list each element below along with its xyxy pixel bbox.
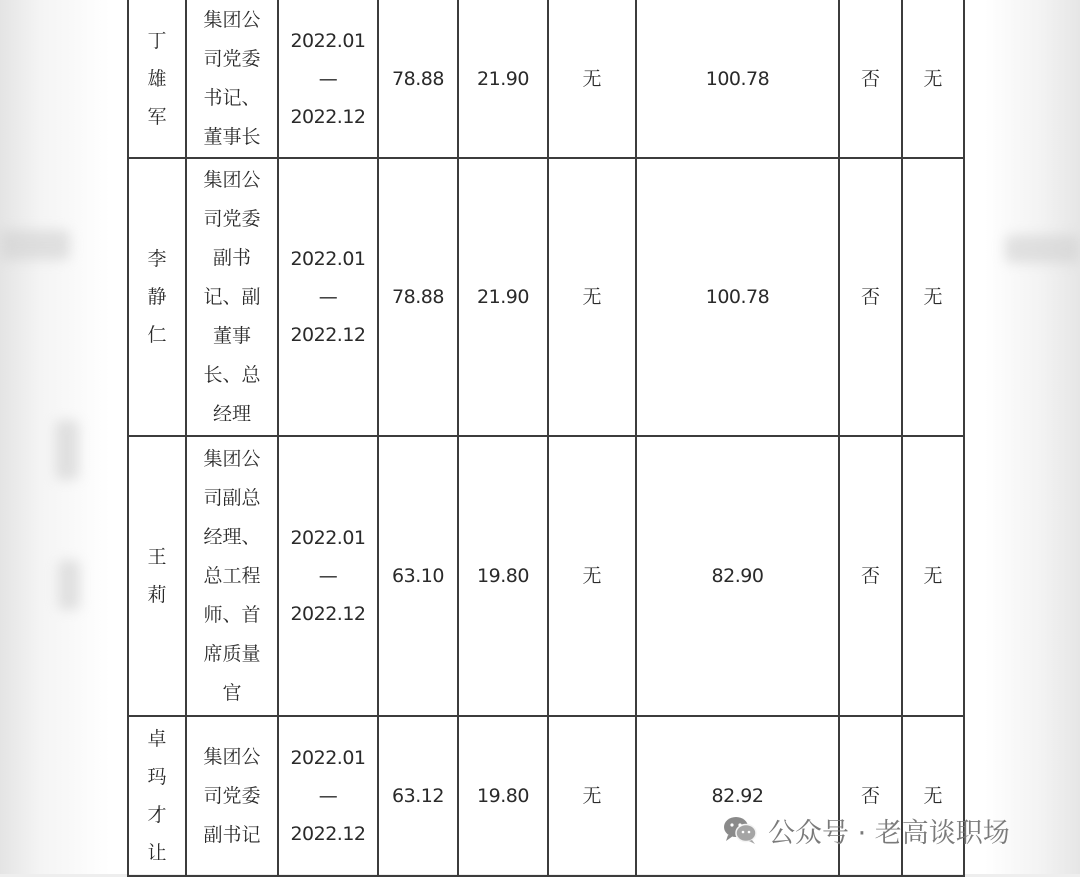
value-1: 63.10	[392, 565, 444, 587]
name-cell	[128, 0, 186, 158]
position-text: 集团公司党委副书记、副董事长、总经理	[203, 168, 261, 425]
period-start: 2022.01	[290, 248, 366, 270]
value-3: 无	[582, 785, 602, 807]
total-cell	[636, 716, 839, 876]
value-cell-2	[458, 716, 548, 876]
person-name: 王莉	[147, 546, 167, 606]
value-2: 19.80	[477, 565, 529, 587]
background-blur	[0, 230, 70, 260]
period-cell	[278, 716, 378, 876]
person-name: 丁雄军	[147, 29, 167, 128]
position-text: 集团公司党委副书记	[203, 745, 261, 846]
watermark-text: 公众号 · 老高谈职场	[768, 817, 1010, 849]
value-cell-3	[548, 0, 636, 158]
total-cell	[636, 0, 839, 158]
value-cell-1	[378, 0, 458, 158]
value-3: 无	[582, 67, 602, 90]
person-name: 卓玛才让	[147, 728, 167, 864]
flag-cell	[839, 436, 902, 716]
total-value: 100.78	[705, 286, 770, 308]
value-cell-3	[548, 436, 636, 716]
background-blur	[58, 560, 80, 610]
total-value: 82.90	[711, 565, 764, 587]
period-end: 2022.12	[290, 823, 366, 845]
name-cell	[128, 158, 186, 436]
total-value: 82.92	[711, 785, 764, 807]
position-text: 集团公司党委书记、董事长	[203, 8, 261, 148]
value-cell-1	[378, 158, 458, 436]
position-text: 集团公司副总经理、总工程师、首席质量官	[203, 447, 261, 704]
period-separator: —	[318, 785, 338, 807]
period-separator: —	[318, 286, 338, 308]
value-cell-2	[458, 436, 548, 716]
name-cell	[128, 716, 186, 876]
period-separator: —	[318, 67, 338, 90]
total-cell	[636, 158, 839, 436]
other-cell	[902, 158, 964, 436]
total-cell	[636, 436, 839, 716]
watermark	[722, 810, 1010, 850]
value-1: 78.88	[392, 286, 444, 308]
value-cell-3	[548, 716, 636, 876]
flag-cell	[839, 158, 902, 436]
flag-value: 否	[860, 286, 880, 308]
value-3: 无	[582, 565, 602, 587]
period-cell	[278, 436, 378, 716]
background-blur	[1005, 235, 1080, 263]
value-2: 21.90	[477, 67, 529, 90]
person-name: 李静仁	[147, 248, 167, 346]
other-value: 无	[923, 67, 943, 90]
value-2: 21.90	[477, 286, 529, 308]
period-start: 2022.01	[290, 747, 366, 769]
position-cell	[186, 0, 278, 158]
table-row	[128, 158, 964, 436]
other-cell	[902, 716, 964, 876]
period-end: 2022.12	[290, 105, 366, 128]
table-row	[128, 0, 964, 158]
value-cell-1	[378, 716, 458, 876]
other-cell	[902, 436, 964, 716]
period-end: 2022.12	[290, 324, 366, 346]
table-row	[128, 436, 964, 716]
background-blur	[55, 420, 79, 480]
position-cell	[186, 436, 278, 716]
value-2: 19.80	[477, 785, 529, 807]
other-cell	[902, 0, 964, 158]
period-start: 2022.01	[290, 29, 366, 52]
period-end: 2022.12	[290, 603, 366, 625]
table-row	[128, 716, 964, 876]
value-1: 63.12	[392, 785, 444, 807]
position-cell	[186, 716, 278, 876]
position-cell	[186, 158, 278, 436]
value-3: 无	[582, 286, 602, 308]
total-value: 100.78	[705, 67, 770, 90]
period-start: 2022.01	[290, 527, 366, 549]
value-cell-2	[458, 158, 548, 436]
value-cell-2	[458, 0, 548, 158]
other-value: 无	[923, 565, 943, 587]
other-value: 无	[923, 785, 943, 807]
flag-cell	[839, 716, 902, 876]
period-separator: —	[318, 565, 338, 587]
value-cell-1	[378, 436, 458, 716]
name-cell	[128, 436, 186, 716]
flag-value: 否	[860, 565, 880, 587]
value-cell-3	[548, 158, 636, 436]
value-1: 78.88	[392, 67, 444, 90]
flag-cell	[839, 0, 902, 158]
period-cell	[278, 158, 378, 436]
salary-table	[127, 0, 965, 877]
period-cell	[278, 0, 378, 158]
other-value: 无	[923, 286, 943, 308]
flag-value: 否	[860, 67, 880, 90]
flag-value: 否	[860, 785, 880, 807]
wechat-icon	[722, 815, 758, 845]
